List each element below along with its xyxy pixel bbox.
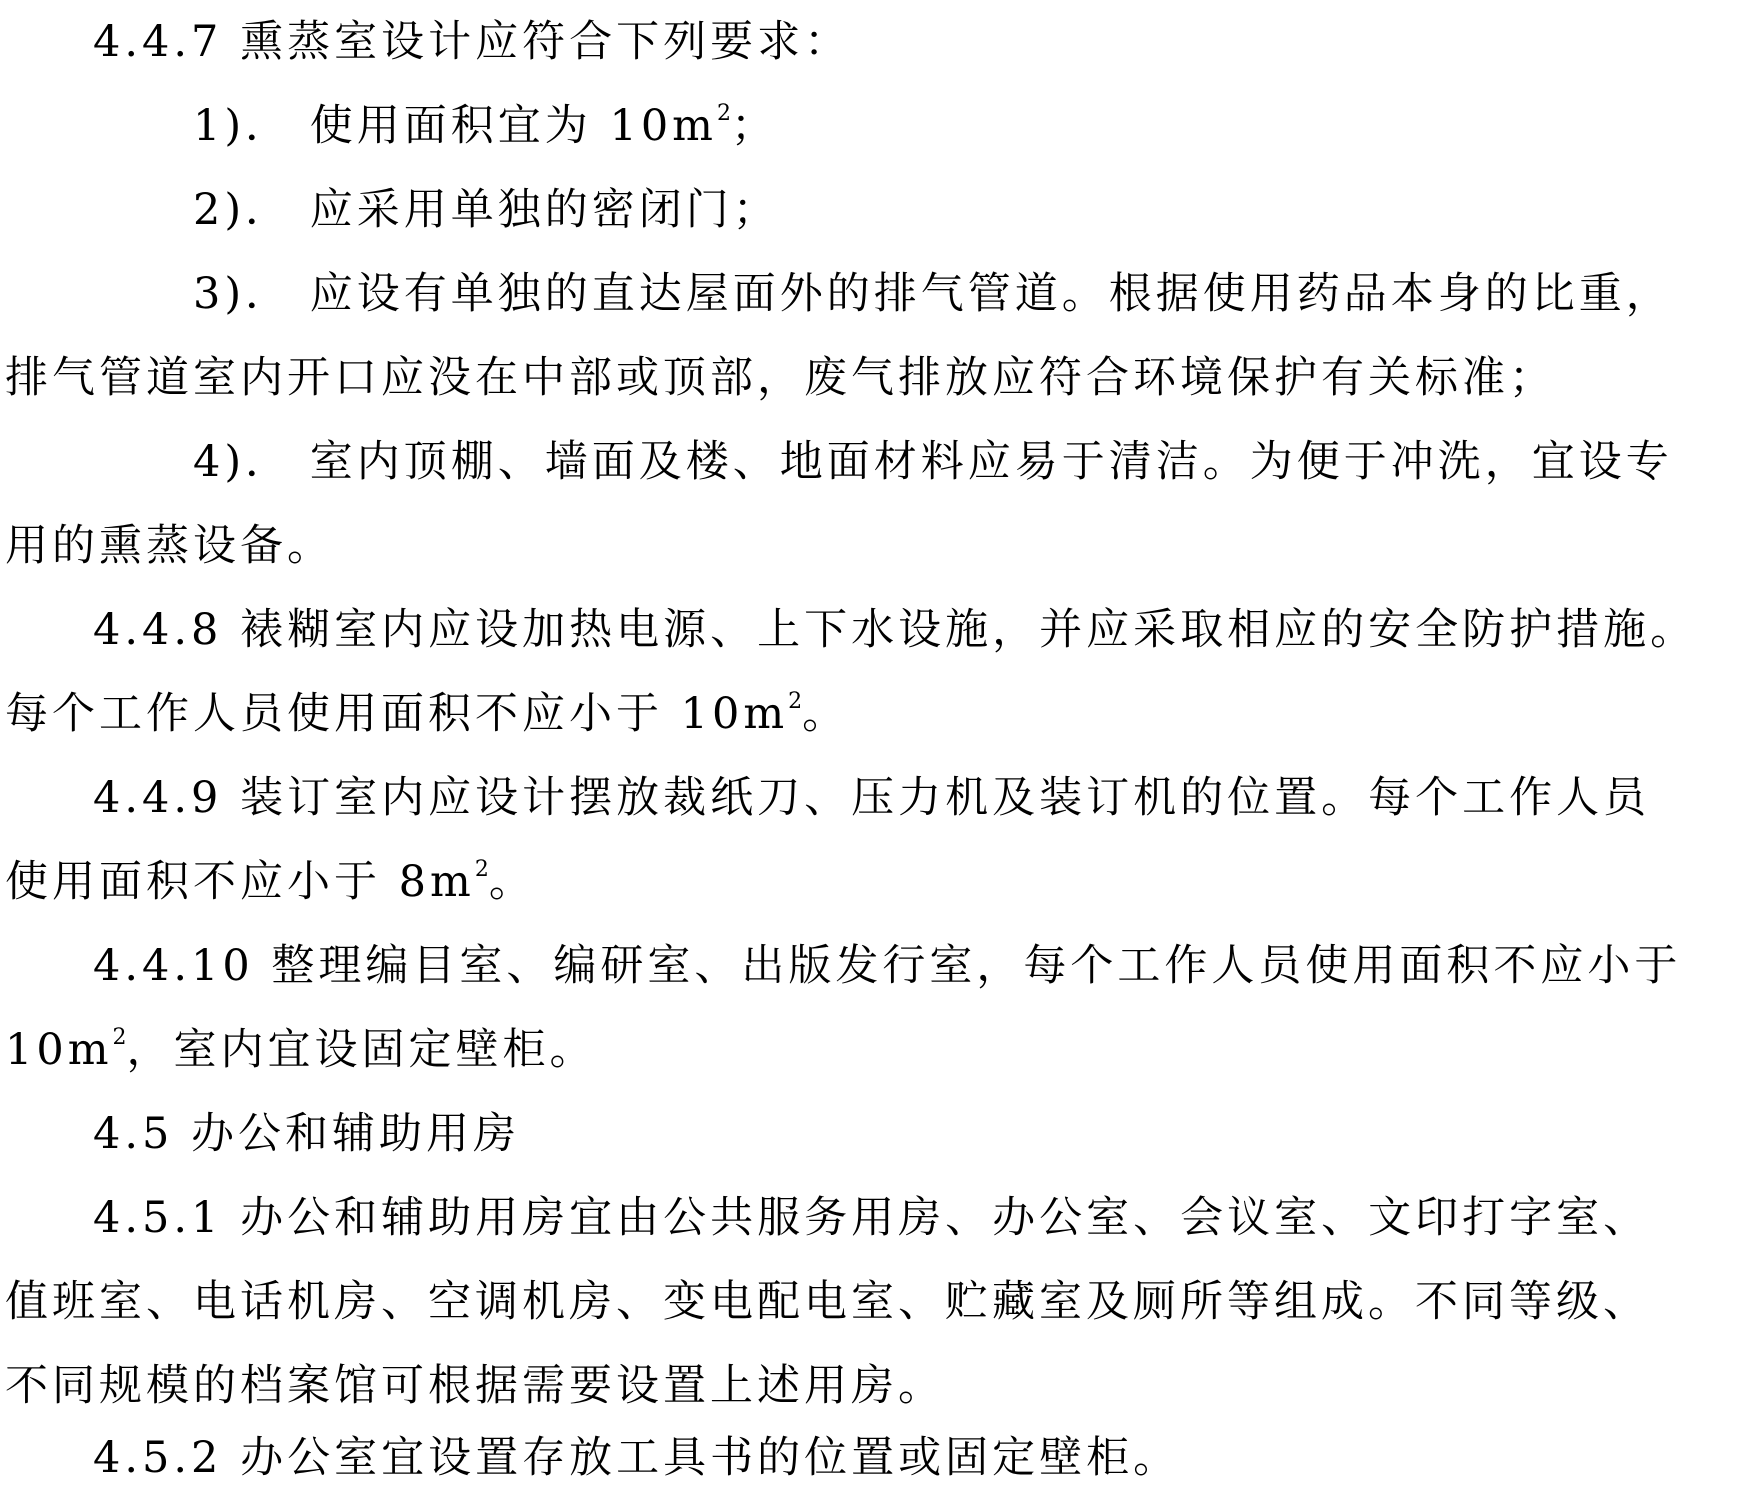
clause-4-4-10-end: ，室内宜设固定壁柜。 (126, 1025, 597, 1075)
item-4-materials-line2: 用的熏蒸设备。 (5, 521, 334, 571)
clause-4-4-8-text: 每个工作人员使用面积不应小于 10m (5, 689, 789, 739)
clause-4-4-10-line1: 4.4.10 整理编目室、编研室、出版发行室，每个工作人员使用面积不应小于 (93, 941, 1682, 991)
item-3-exhaust-line2: 排气管道室内开口应没在中部或顶部，废气排放应符合环境保护有关标准； (5, 353, 1556, 403)
item-1-text: 1)． 使用面积宜为 10m (193, 101, 717, 151)
clause-4-4-9-end: 。 (488, 857, 536, 907)
clause-4-4-8-line1: 4.4.8 裱糊室内应设加热电源、上下水设施，并应采取相应的安全防护措施。 (93, 605, 1698, 655)
clause-4-4-8-line2 (5, 672, 1733, 756)
superscript-square: 2 (788, 689, 803, 714)
item-3-exhaust-line1: 3)． 应设有单独的直达屋面外的排气管道。根据使用药品本身的比重， (193, 269, 1673, 319)
clause-4-4-9-line2 (5, 840, 1733, 924)
clause-4-5-1-line1: 4.5.1 办公和辅助用房宜由公共服务用房、办公室、会议室、文印打字室、 (93, 1193, 1651, 1243)
item-1-end: ； (730, 101, 778, 151)
clause-4-5-2: 4.5.2 办公室宜设置存放工具书的位置或固定壁柜。 (93, 1433, 1181, 1483)
clause-4-4-10-text: 10m (5, 1025, 113, 1075)
item-1-area (5, 84, 1738, 168)
superscript-square: 2 (474, 857, 489, 882)
clause-4-5-1-line2: 值班室、电话机房、空调机房、变电配电室、贮藏室及厕所等组成。不同等级、 (5, 1277, 1650, 1327)
superscript-square: 2 (716, 101, 731, 126)
item-2-door: 2)． 应采用单独的密闭门； (193, 185, 780, 235)
clause-4-4-7-heading: 4.4.7 熏蒸室设计应符合下列要求： (93, 17, 852, 67)
clause-4-4-9-line1: 4.4.9 装订室内应设计摆放裁纸刀、压力机及装订机的位置。每个工作人员 (93, 773, 1651, 823)
item-4-materials-line1: 4)． 室内顶棚、墙面及楼、地面材料应易于清洁。为便于冲洗，宜设专 (193, 437, 1673, 487)
clause-4-4-9-text: 使用面积不应小于 8m (5, 857, 475, 907)
clause-4-4-8-end: 。 (802, 689, 850, 739)
superscript-square: 2 (112, 1025, 127, 1050)
clause-4-5-1-line3: 不同规模的档案馆可根据需要设置上述用房。 (5, 1361, 945, 1411)
section-4-5-heading: 4.5 办公和辅助用房 (93, 1109, 521, 1159)
clause-4-4-10-line2 (5, 1008, 1733, 1092)
